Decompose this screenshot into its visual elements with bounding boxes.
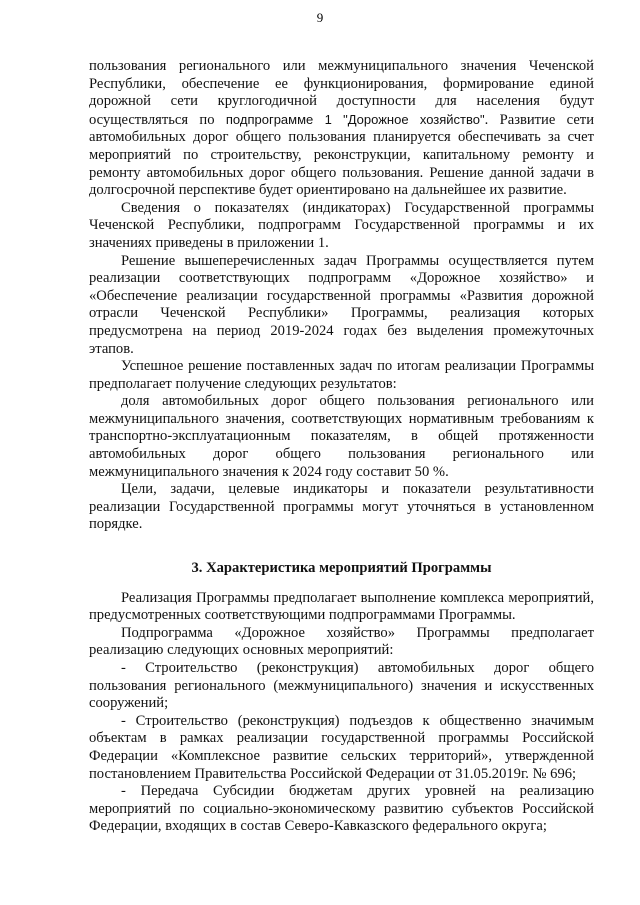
paragraph: Подпрограмма «Дорожное хозяйство» Программы предполагает реализацию следующих основных мероприятий: — [89, 624, 594, 659]
paragraph: доля автомобильных дорог общего пользования регионального или межмуниципального значения, соответствующих нормативным требованиям к транспортно-эксплуатационным показателям, в общей протяженности автомобильных дорог общего пользования регионального или межмуниципального значения к 2024 году составит 50 %. — [89, 393, 594, 480]
paragraph — [89, 58, 594, 200]
page-number: 9 — [316, 10, 324, 25]
paragraph: Цели, задачи, целевые индикаторы и показатели результативности реализации Государственной программы могут уточняться в установленном порядке. — [89, 481, 594, 533]
subprogram-reference: подпрограмме 1 "Дорожное хозяйство" — [225, 111, 485, 127]
paragraph: Решение вышеперечисленных задач Программы осуществляется путем реализации соответствующих подпрограмм «Дорожное хозяйство» и «Обеспечение реализации государственной программы «Развития дорожной отрасли Чеченской Республики» Программы, реализация которых предусмотрена на период 2019-2024 годах без выделения промежуточных этапов. — [89, 252, 594, 357]
list-item: - Строительство (реконструкция) подъездов к общественно значимым объектам в рамках реализации государственной программы Российской Федерации «Комплексное развитие сельских территорий», утвержденной постановлением Правительства Российской Федерации от 31.05.2019г. № 696; — [89, 712, 594, 782]
document-body — [89, 58, 594, 836]
section-heading: 3. Характеристика мероприятий Программы — [191, 560, 492, 577]
paragraph-text: . Развитие сети автомобильных дорог общего пользования планируется обеспечивать за счет мероприятий по строительству, реконструкции, капитальному ремонту и ремонту автомобильных дорог общего пользования. Решение данной задачи в долгосрочной перспективе будет ориентировано на дальнейшее их развитие. — [89, 111, 594, 199]
paragraph: Сведения о показателях (индикаторах) Государственной программы Чеченской Республики, подпрограмм Государственной программы и их значениях приведены в приложении 1. — [89, 199, 594, 251]
list-item: - Передача Субсидии бюджетам других уровней на реализацию мероприятий по социально-экономическому развитию субъектов Российской Федерации, входящих в состав Северо-Кавказского федерального округа; — [89, 783, 594, 835]
paragraph: Реализация Программы предполагает выполнение комплекса мероприятий, предусмотренных соответствующими подпрограммами Программы. — [89, 589, 594, 624]
paragraph-text: пользования регионального или межмуниципального значения Чеченской Республики, обеспечение ее функционирования, формирование единой дорожной сети круглогодичной доступности для населения будут осуществляться по — [89, 58, 594, 128]
paragraph: Успешное решение поставленных задач по итогам реализации Программы предполагает получение следующих результатов: — [89, 358, 594, 392]
list-item: - Строительство (реконструкция) автомобильных дорог общего пользования регионального (межмуниципального) значения и искусственных сооружений; — [89, 660, 594, 712]
